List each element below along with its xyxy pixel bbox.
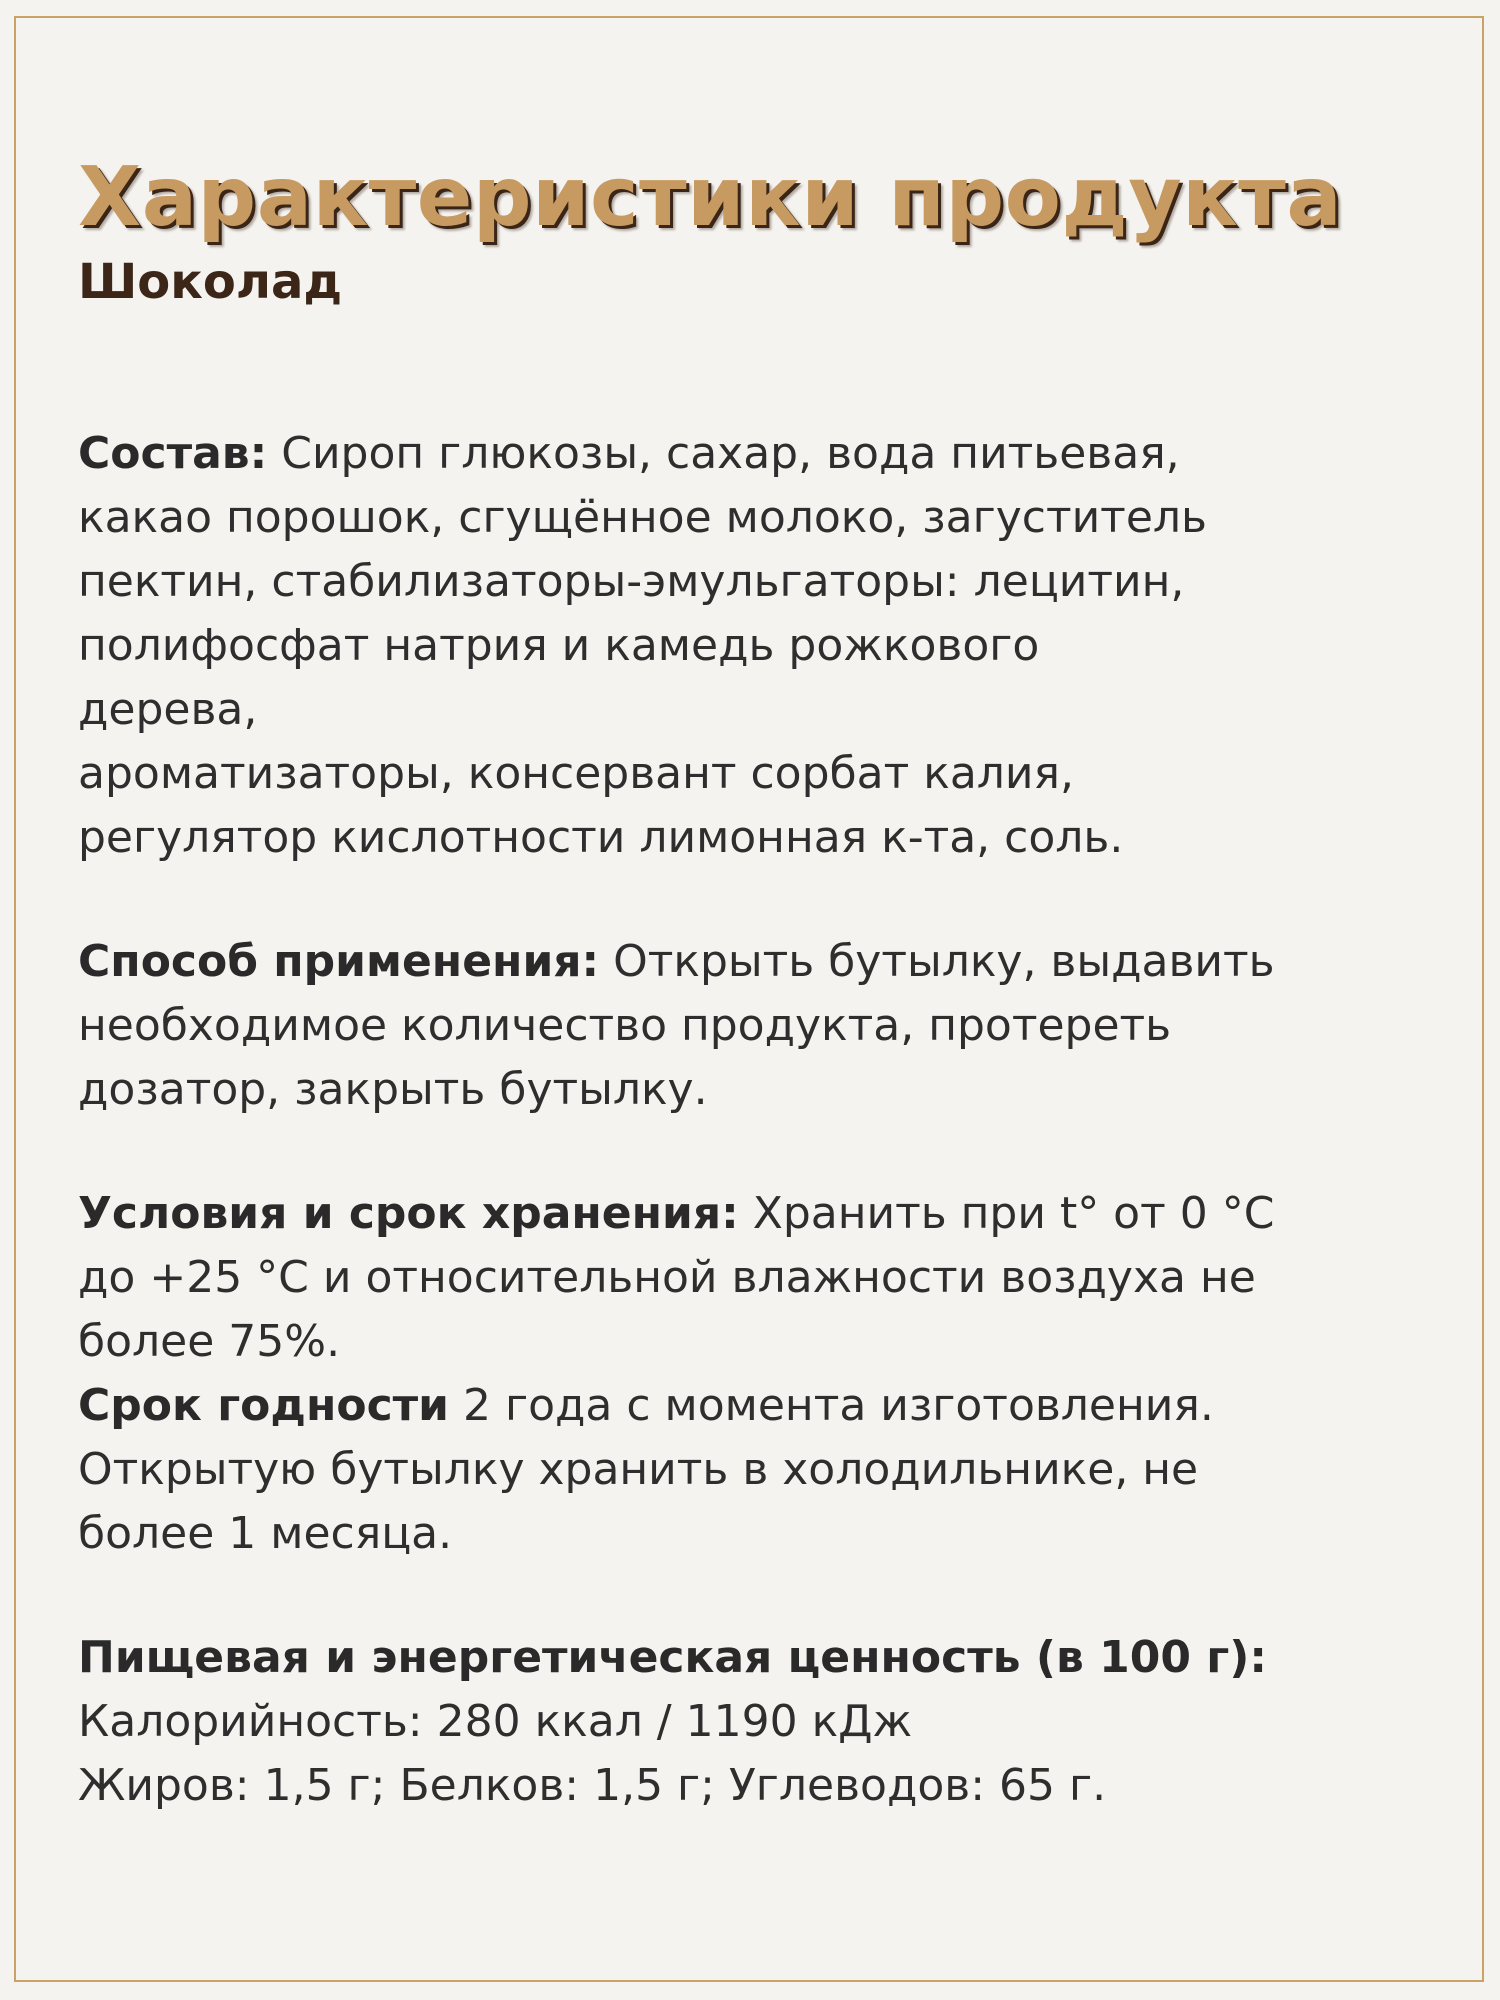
composition-line-3: пектин, стабилизаторы-эмульгаторы: лецитин, — [78, 556, 1185, 607]
nutrition-macros: Жиров: 1,5 г; Белков: 1,5 г; Углеводов: 65 г. — [78, 1760, 1107, 1811]
composition-line-6: ароматизаторы, консервант сорбат калия, — [78, 748, 1074, 799]
nutrition-calories: Калорийность: 280 ккал / 1190 кДж — [78, 1696, 913, 1747]
composition-text: Сироп глюкозы, сахар, вода питьевая, — [267, 428, 1180, 479]
storage-text: Хранить при t° от 0 °С — [738, 1188, 1275, 1239]
usage-text: Открыть бутылку, выдавить — [599, 936, 1275, 987]
usage-line-1 — [78, 930, 1438, 994]
shelf-life-label: Срок годности — [78, 1380, 449, 1431]
shelf-life-line-3: более 1 месяца. — [78, 1508, 453, 1559]
nutrition-label: Пищевая и энергетическая ценность (в 100 г): — [78, 1632, 1267, 1683]
storage-line-1 — [78, 1182, 1438, 1246]
composition-label: Состав: — [78, 428, 268, 479]
composition-section — [78, 422, 1438, 870]
shelf-life-text: 2 года с момента изготовления. — [449, 1380, 1214, 1431]
storage-line-2: до +25 °С и относительной влажности воздуха не — [78, 1252, 1256, 1303]
composition-line-1 — [78, 422, 1438, 486]
storage-label: Условия и срок хранения: — [78, 1188, 739, 1239]
composition-line-2: какао порошок, сгущённое молоко, загуститель — [78, 492, 1207, 543]
usage-section — [78, 930, 1438, 1122]
shelf-life-line-1 — [78, 1374, 1438, 1438]
product-card — [78, 150, 1438, 1818]
page-title: Характеристики продукта — [78, 150, 1343, 245]
nutrition-section — [78, 1626, 1438, 1818]
storage-section — [78, 1182, 1438, 1566]
product-name: Шоколад — [78, 254, 343, 310]
composition-line-7: регулятор кислотности лимонная к-та, соль. — [78, 812, 1124, 863]
composition-line-5: дерева, — [78, 684, 258, 735]
composition-line-4: полифосфат натрия и камедь рожкового — [78, 620, 1040, 671]
usage-line-3: дозатор, закрыть бутылку. — [78, 1064, 708, 1115]
shelf-life-line-2: Открытую бутылку хранить в холодильнике, не — [78, 1444, 1199, 1495]
usage-line-2: необходимое количество продукта, протереть — [78, 1000, 1172, 1051]
usage-label: Способ применения: — [78, 936, 600, 987]
storage-line-3: более 75%. — [78, 1316, 341, 1367]
